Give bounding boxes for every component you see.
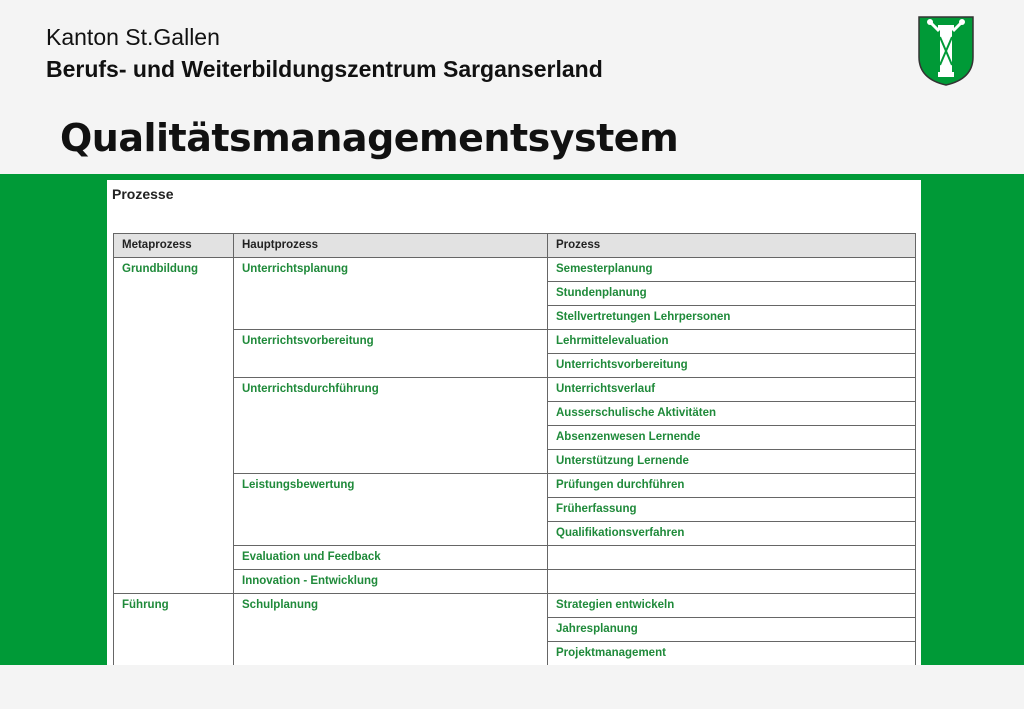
- table-row: [114, 594, 916, 618]
- hauptprozess-cell: Unterrichtsdurchführung: [234, 378, 548, 474]
- prozess-cell: Lehrmittelevaluation: [548, 330, 916, 354]
- document-heading: Prozesse: [112, 186, 174, 202]
- table-row: [114, 570, 916, 594]
- table-row: [114, 378, 916, 402]
- prozess-cell: Absenzenwesen Lernende: [548, 426, 916, 450]
- prozess-cell: Unterrichtsvorbereitung: [548, 354, 916, 378]
- hauptprozess-cell: Evaluation und Feedback: [234, 546, 548, 570]
- prozess-cell: [548, 570, 916, 594]
- prozess-cell: [548, 546, 916, 570]
- page-title: Qualitätsmanagementsystem: [60, 116, 679, 160]
- prozess-cell: Unterrichtsverlauf: [548, 378, 916, 402]
- prozess-cell: Stellvertretungen Lehrpersonen: [548, 306, 916, 330]
- metaprozess-cell: Grundbildung: [114, 258, 234, 594]
- table-row: [114, 258, 916, 282]
- column-header-hauptprozess: Hauptprozess: [234, 234, 548, 258]
- table-row: [114, 474, 916, 498]
- table-header-row: [114, 234, 916, 258]
- process-document: [107, 180, 921, 665]
- hauptprozess-cell: Unterrichtsplanung: [234, 258, 548, 330]
- hauptprozess-cell: Innovation - Entwicklung: [234, 570, 548, 594]
- school-name: Berufs- und Weiterbildungszentrum Sarganserland: [46, 56, 603, 82]
- prozess-cell: Unterstützung Lernende: [548, 450, 916, 474]
- hauptprozess-cell: Unterrichtsvorbereitung: [234, 330, 548, 378]
- prozess-cell: Stundenplanung: [548, 282, 916, 306]
- hauptprozess-cell: Schulplanung: [234, 594, 548, 666]
- table-row: [114, 546, 916, 570]
- hauptprozess-cell: Leistungsbewertung: [234, 474, 548, 546]
- canton-name: Kanton St.Gallen: [46, 24, 220, 50]
- prozess-cell: Jahresplanung: [548, 618, 916, 642]
- column-header-prozess: Prozess: [548, 234, 916, 258]
- prozess-cell: Ausserschulische Aktivitäten: [548, 402, 916, 426]
- prozess-cell: Früherfassung: [548, 498, 916, 522]
- prozess-cell: Projektmanagement: [548, 642, 916, 666]
- table-row: [114, 330, 916, 354]
- metaprozess-cell: Führung: [114, 594, 234, 666]
- process-table: [113, 233, 916, 665]
- prozess-cell: Strategien entwickeln: [548, 594, 916, 618]
- column-header-metaprozess: Metaprozess: [114, 234, 234, 258]
- prozess-cell: Semesterplanung: [548, 258, 916, 282]
- st-gallen-coat-of-arms-icon: [917, 15, 975, 87]
- prozess-cell: Prüfungen durchführen: [548, 474, 916, 498]
- prozess-cell: Qualifikationsverfahren: [548, 522, 916, 546]
